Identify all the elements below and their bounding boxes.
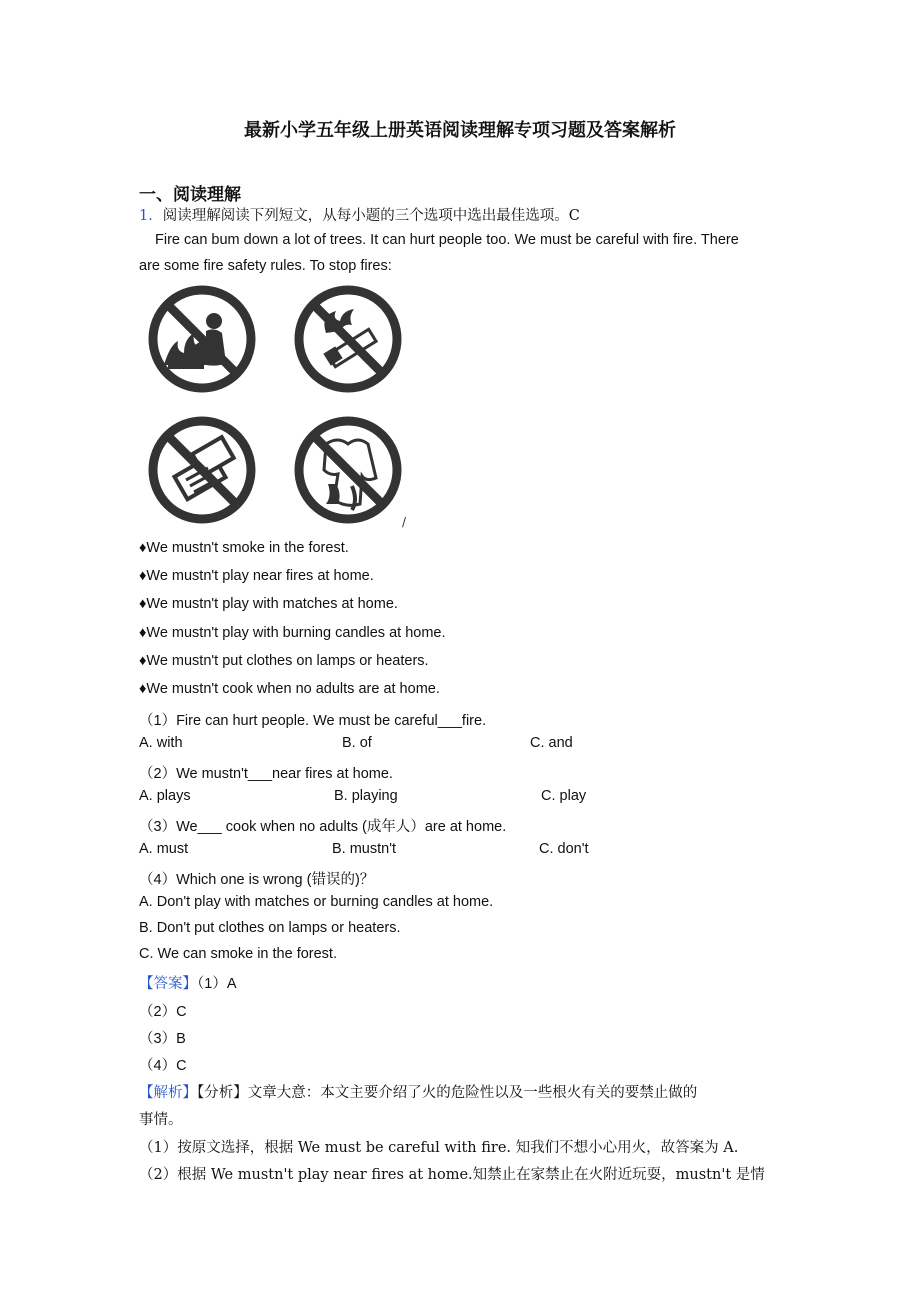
sub-question-2: （2）We mustn't___near fires at home.: [139, 766, 393, 782]
analysis-line-1: [139, 1081, 697, 1102]
rule-1: ♦We mustn't smoke in the forest.: [139, 540, 349, 556]
section-heading: 一、阅读理解: [139, 185, 241, 205]
svg-text:/: /: [402, 515, 407, 529]
analysis-line-2: 事情。: [139, 1112, 183, 1128]
passage-line-2: are some fire safety rules. To stop fires:: [139, 258, 392, 274]
no-matches-icon: [146, 414, 258, 526]
rule-3: ♦We mustn't play with matches at home.: [139, 596, 398, 612]
option-2b: B. playing: [334, 788, 398, 804]
analysis-item-1: （1）按原文选择，根据 We must be careful with fire. 知我们不想小心用火，故答案为 A.: [139, 1140, 739, 1156]
option-3b: B. mustn't: [332, 841, 397, 857]
rule-2: ♦We mustn't play near fires at home.: [139, 568, 374, 584]
sub-question-4: （4）Which one is wrong (错误的)？: [139, 872, 375, 888]
question-instruction: [139, 204, 580, 225]
answer-4: （4）C: [139, 1058, 187, 1074]
page-title: 最新小学五年级上册英语阅读理解专项习题及答案解析: [244, 120, 676, 141]
answer-3: （3）B: [139, 1031, 186, 1047]
option-2a: A. plays: [139, 788, 191, 804]
option-4b: B. Don't put clothes on lamps or heaters.: [139, 920, 401, 936]
passage-line-1: Fire can bum down a lot of trees. It can hurt people too. We must be careful with fire. There: [155, 232, 739, 248]
option-4a: A. Don't play with matches or burning candles at home.: [139, 894, 494, 910]
answer-label: 【答案】: [139, 976, 197, 992]
question-number: 1．: [139, 208, 163, 224]
rule-6: ♦We mustn't cook when no adults are at home.: [139, 681, 440, 697]
answer-line-1: [139, 972, 237, 993]
option-2c: C. play: [541, 788, 587, 804]
no-clothes-on-heater-icon: [292, 414, 410, 530]
option-3a: A. must: [139, 841, 189, 857]
question-instruction-text: 阅读理解阅读下列短文，从每小题的三个选项中选出最佳选项。C: [162, 208, 580, 224]
rule-4: ♦We mustn't play with burning candles at home.: [139, 625, 446, 641]
option-1c: C. and: [530, 735, 573, 751]
no-smoking-icon: [292, 283, 404, 395]
option-1a: A. with: [139, 735, 183, 751]
option-1b: B. of: [342, 735, 372, 751]
answer-1: （1）A: [197, 976, 237, 992]
option-3c: C. don't: [539, 841, 589, 857]
option-4c: C. We can smoke in the forest.: [139, 946, 337, 962]
analysis-item-2: （2）根据 We mustn't play near fires at home.知禁止在家禁止在火附近玩耍，mustn't 是情: [139, 1167, 765, 1183]
analysis-label: 【解析】: [139, 1085, 197, 1101]
answer-2: （2）C: [139, 1004, 187, 1020]
analysis-summary: 【分析】文章大意：本文主要介绍了火的危险性以及一些根火有关的要禁止做的: [197, 1085, 698, 1101]
sub-question-3: （3）We___ cook when no adults (成年人）are at home.: [139, 819, 507, 835]
sub-question-1: （1）Fire can hurt people. We must be careful___fire.: [139, 713, 487, 729]
no-fire-play-icon: [146, 283, 258, 395]
rule-5: ♦We mustn't put clothes on lamps or heaters.: [139, 653, 429, 669]
